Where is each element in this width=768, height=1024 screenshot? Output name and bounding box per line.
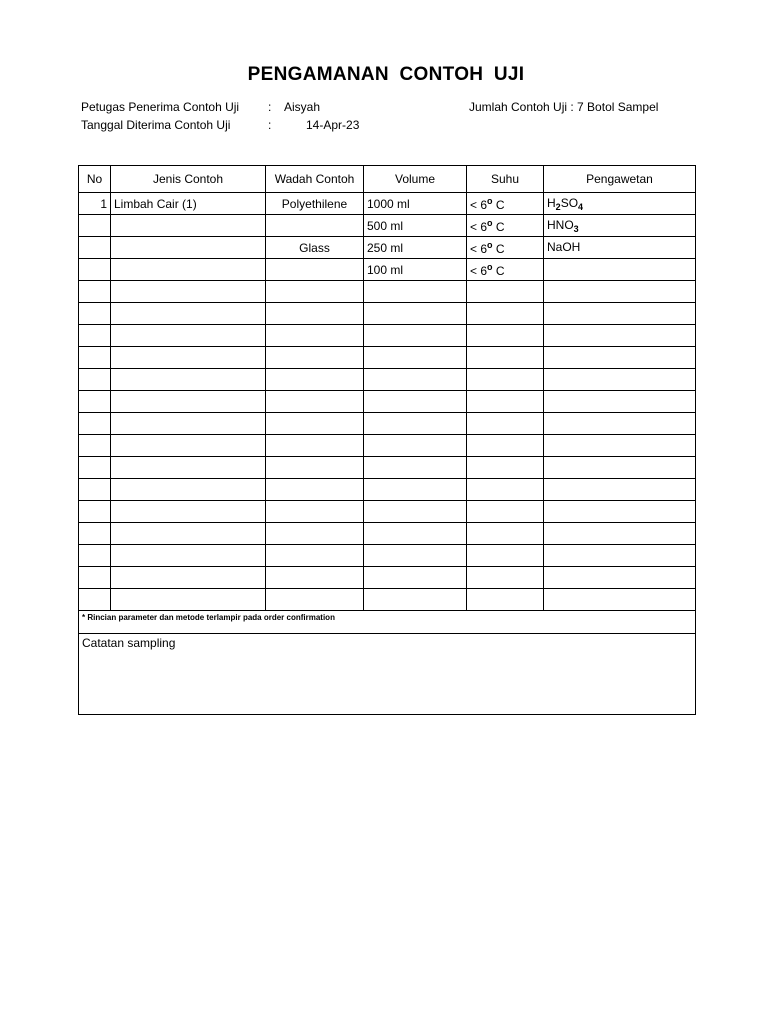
petugas-separator: :: [268, 100, 272, 114]
col-header-volume: Volume: [364, 166, 467, 193]
cell-jenis: [111, 589, 266, 611]
pengawetan-base: NaOH: [547, 239, 581, 254]
suhu-unit: C: [492, 197, 505, 212]
cell-suhu: [467, 501, 544, 523]
suhu-value: < 6: [470, 241, 488, 256]
cell-pengawetan: [544, 215, 696, 237]
cell-pengawetan: [544, 501, 696, 523]
cell-pengawetan: [544, 325, 696, 347]
cell-wadah: [266, 589, 364, 611]
table-row-empty: [79, 523, 696, 545]
table-row-empty: [79, 501, 696, 523]
cell-suhu: [467, 523, 544, 545]
cell-jenis: [111, 347, 266, 369]
cell-pengawetan: [544, 391, 696, 413]
cell-wadah: [266, 501, 364, 523]
cell-pengawetan: [544, 259, 696, 281]
cell-volume: [364, 545, 467, 567]
cell-wadah: [266, 413, 364, 435]
cell-volume: [364, 435, 467, 457]
col-header-wadah: Wadah Contoh: [266, 166, 364, 193]
pengawetan-mid: SO: [560, 195, 579, 210]
cell-suhu: [467, 259, 544, 281]
table-row-empty: [79, 325, 696, 347]
cell-wadah: [266, 259, 364, 281]
cell-no: [79, 347, 111, 369]
cell-no: [79, 523, 111, 545]
suhu-unit: C: [492, 263, 505, 278]
cell-suhu: [467, 391, 544, 413]
note-row: [79, 611, 696, 634]
pengawetan-subscript: 3: [573, 223, 579, 234]
cell-no: [79, 479, 111, 501]
cell-jenis: [111, 369, 266, 391]
cell-volume: 250 ml: [364, 237, 467, 259]
cell-jenis: [111, 413, 266, 435]
suhu-value: < 6: [470, 263, 488, 278]
cell-jenis: [111, 523, 266, 545]
cell-suhu: [467, 215, 544, 237]
cell-no: [79, 237, 111, 259]
cell-volume: [364, 391, 467, 413]
cell-jenis: [111, 479, 266, 501]
cell-volume: [364, 567, 467, 589]
cell-wadah: [266, 369, 364, 391]
cell-pengawetan: [544, 567, 696, 589]
pengawetan-subscript: 4: [578, 201, 584, 212]
cell-wadah: [266, 523, 364, 545]
table-row-empty: [79, 589, 696, 611]
cell-no: [79, 413, 111, 435]
cell-no: [79, 545, 111, 567]
cell-volume: [364, 479, 467, 501]
cell-pengawetan: [544, 303, 696, 325]
page-title: PENGAMANAN CONTOH UJI: [247, 64, 525, 85]
cell-jenis: Limbah Cair (1): [111, 193, 266, 215]
cell-wadah: [266, 215, 364, 237]
cell-no: [79, 325, 111, 347]
cell-volume: [364, 281, 467, 303]
cell-no: [79, 567, 111, 589]
cell-pengawetan: [544, 237, 696, 259]
degree-symbol: o: [487, 217, 493, 228]
cell-pengawetan: [544, 523, 696, 545]
cell-wadah: [266, 435, 364, 457]
cell-pengawetan: [544, 435, 696, 457]
cell-no: [79, 589, 111, 611]
cell-volume: [364, 303, 467, 325]
table-row-empty: [79, 435, 696, 457]
pengawetan-base: HNO: [547, 217, 574, 232]
table-row-empty: [79, 369, 696, 391]
cell-jenis: [111, 259, 266, 281]
catatan-row: [79, 634, 696, 715]
table-header-row: [79, 166, 696, 193]
cell-suhu: [467, 435, 544, 457]
cell-no: [79, 303, 111, 325]
cell-jenis: [111, 435, 266, 457]
petugas-value: Aisyah: [284, 100, 321, 114]
cell-volume: [364, 413, 467, 435]
cell-no: [79, 501, 111, 523]
cell-pengawetan: [544, 193, 696, 215]
cell-suhu: [467, 589, 544, 611]
cell-pengawetan: [544, 545, 696, 567]
pengawetan-base: H: [547, 195, 556, 210]
table-row-empty: [79, 303, 696, 325]
cell-suhu: [467, 193, 544, 215]
cell-jenis: [111, 303, 266, 325]
cell-volume: [364, 523, 467, 545]
cell-suhu: [467, 369, 544, 391]
cell-volume: [364, 457, 467, 479]
col-header-jenis: Jenis Contoh: [111, 166, 266, 193]
tanggal-label: Tanggal Diterima Contoh Uji: [81, 118, 231, 132]
cell-suhu: [467, 281, 544, 303]
cell-suhu: [467, 413, 544, 435]
cell-volume: 100 ml: [364, 259, 467, 281]
cell-volume: [364, 369, 467, 391]
cell-jenis: [111, 281, 266, 303]
table-row-empty: [79, 347, 696, 369]
degree-symbol: o: [487, 261, 493, 272]
cell-volume: [364, 501, 467, 523]
col-header-no: No: [79, 166, 111, 193]
degree-symbol: o: [487, 239, 493, 250]
table-row-empty: [79, 391, 696, 413]
sample-table: [78, 165, 696, 715]
col-header-pengawetan: Pengawetan: [544, 166, 696, 193]
cell-jenis: [111, 545, 266, 567]
cell-suhu: [467, 479, 544, 501]
pengawetan-subscript: 2: [555, 201, 561, 212]
footnote: * Rincian parameter dan metode terlampir pada order confirmation: [79, 611, 696, 634]
cell-no: [79, 259, 111, 281]
cell-jenis: [111, 391, 266, 413]
cell-wadah: [266, 347, 364, 369]
cell-suhu: [467, 545, 544, 567]
table-row: [79, 237, 696, 259]
cell-suhu: [467, 567, 544, 589]
cell-suhu: [467, 237, 544, 259]
table-body: [79, 193, 696, 715]
cell-pengawetan: [544, 347, 696, 369]
table-row: [79, 215, 696, 237]
table-row-empty: [79, 545, 696, 567]
cell-jenis: [111, 237, 266, 259]
cell-wadah: [266, 479, 364, 501]
table-row-empty: [79, 413, 696, 435]
cell-wadah: [266, 325, 364, 347]
tanggal-value: 14-Apr-23: [306, 118, 360, 132]
table-row: [79, 259, 696, 281]
cell-suhu: [467, 303, 544, 325]
cell-jenis: [111, 567, 266, 589]
table-row-empty: [79, 457, 696, 479]
cell-volume: 500 ml: [364, 215, 467, 237]
table-row-empty: [79, 281, 696, 303]
jumlah-contoh-text: Jumlah Contoh Uji : 7 Botol Sampel: [469, 100, 659, 114]
cell-no: 1: [79, 193, 111, 215]
cell-wadah: Glass: [266, 237, 364, 259]
suhu-unit: C: [492, 219, 505, 234]
tanggal-separator: :: [268, 118, 272, 132]
cell-suhu: [467, 457, 544, 479]
cell-suhu: [467, 325, 544, 347]
cell-wadah: [266, 457, 364, 479]
cell-volume: [364, 325, 467, 347]
cell-pengawetan: [544, 413, 696, 435]
cell-pengawetan: [544, 589, 696, 611]
cell-no: [79, 435, 111, 457]
cell-suhu: [467, 347, 544, 369]
degree-symbol: o: [487, 195, 493, 206]
cell-pengawetan: [544, 457, 696, 479]
cell-jenis: [111, 325, 266, 347]
cell-volume: [364, 589, 467, 611]
cell-pengawetan: [544, 281, 696, 303]
cell-wadah: [266, 391, 364, 413]
cell-no: [79, 391, 111, 413]
cell-pengawetan: [544, 369, 696, 391]
suhu-unit: C: [492, 241, 505, 256]
suhu-value: < 6: [470, 197, 488, 212]
suhu-value: < 6: [470, 219, 488, 234]
catatan-sampling-label: Catatan sampling: [79, 634, 696, 715]
cell-no: [79, 281, 111, 303]
cell-jenis: [111, 215, 266, 237]
col-header-suhu: Suhu: [467, 166, 544, 193]
cell-jenis: [111, 501, 266, 523]
cell-no: [79, 369, 111, 391]
table-row: [79, 193, 696, 215]
cell-wadah: Polyethilene: [266, 193, 364, 215]
cell-no: [79, 457, 111, 479]
cell-volume: [364, 347, 467, 369]
cell-wadah: [266, 281, 364, 303]
cell-no: [79, 215, 111, 237]
cell-wadah: [266, 567, 364, 589]
petugas-label: Petugas Penerima Contoh Uji: [81, 100, 240, 114]
cell-jenis: [111, 457, 266, 479]
table-row-empty: [79, 567, 696, 589]
cell-wadah: [266, 303, 364, 325]
cell-pengawetan: [544, 479, 696, 501]
cell-volume: 1000 ml: [364, 193, 467, 215]
table-row-empty: [79, 479, 696, 501]
cell-wadah: [266, 545, 364, 567]
